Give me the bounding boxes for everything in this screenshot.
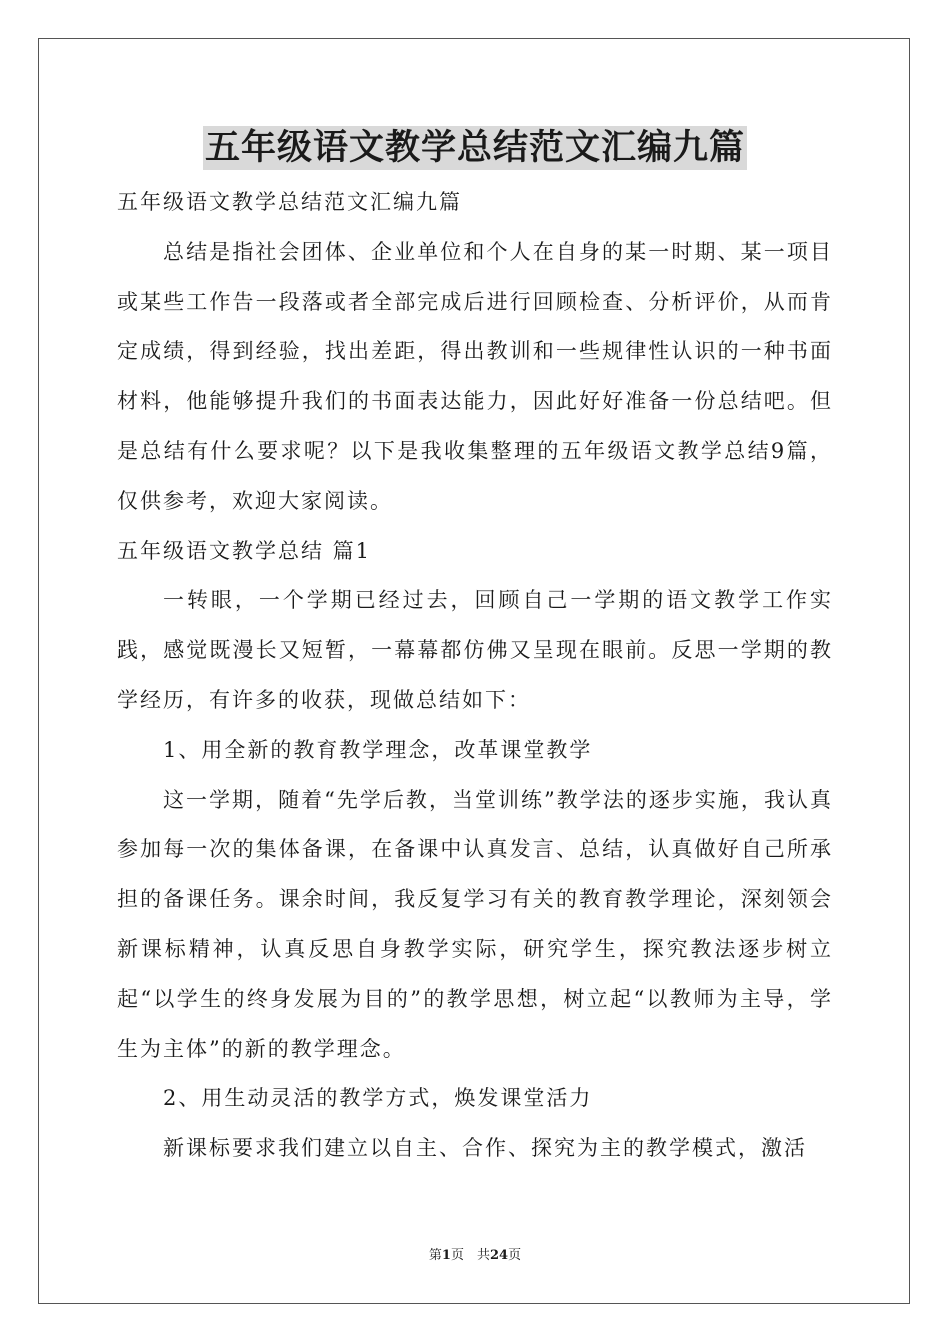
body-paragraph: 2、用生动灵活的教学方式，焕发课堂活力 xyxy=(163,1086,593,1111)
body-paragraph: 五年级语文教学总结范文汇编九篇 xyxy=(117,190,462,214)
current-page-number: 1 xyxy=(441,1248,451,1263)
footer-suffix: 页 xyxy=(508,1248,522,1263)
body-paragraph: 新课标要求我们建立以自主、合作、探究为主的教学模式，激活 xyxy=(163,1136,807,1161)
body-paragraph: 五年级语文教学总结 篇1 xyxy=(117,538,372,563)
body-paragraph: 一转眼，一个学期已经过去，回顾自己一学期的语文教学工作实践，感觉既漫长又短暂，一幕幕都仿佛又呈现在眼前。反思一学期的教学经历，有许多的收获，现做总结如下： xyxy=(117,588,833,712)
footer-mid: 页 共 xyxy=(450,1248,490,1263)
body-paragraph: 总结是指社会团体、企业单位和个人在自身的某一时期、某一项目或某些工作告一段落或者全部完成后进行回顾检查、分析评价，从而肯定成绩，得到经验，找出差距，得出教训和一些规律性认识的一种书面材料，他能够提升我们的书面表达能力，因此好好准备一份总结吧。但是总结有什么要求呢？以下是我收集整理的五年级语文教学总结9篇，仅供参考，欢迎大家阅读。 xyxy=(117,239,833,513)
page-footer xyxy=(0,1247,950,1265)
body-paragraph: 1、用全新的教育教学理念，改革课堂教学 xyxy=(163,737,593,762)
document-title: 五年级语文教学总结范文汇编九篇 xyxy=(204,127,745,168)
footer-prefix: 第 xyxy=(428,1248,442,1263)
total-pages-number: 24 xyxy=(489,1248,509,1263)
document-body xyxy=(117,178,833,1174)
body-paragraph: 这一学期，随着“先学后教，当堂训练”教学法的逐步实施，我认真参加每一次的集体备课，在备课中认真发言、总结，认真做好自己所承担的备课任务。课余时间，我反复学习有关的教育教学理论，深刻领会新课标精神，认真反思自身教学实际，研究学生，探究教法逐步树立起“以学生的终身发展为目的”的教学思想，树立起“以教师为主导，学生为主体”的新的教学理念。 xyxy=(117,787,833,1061)
title-area xyxy=(0,126,950,170)
